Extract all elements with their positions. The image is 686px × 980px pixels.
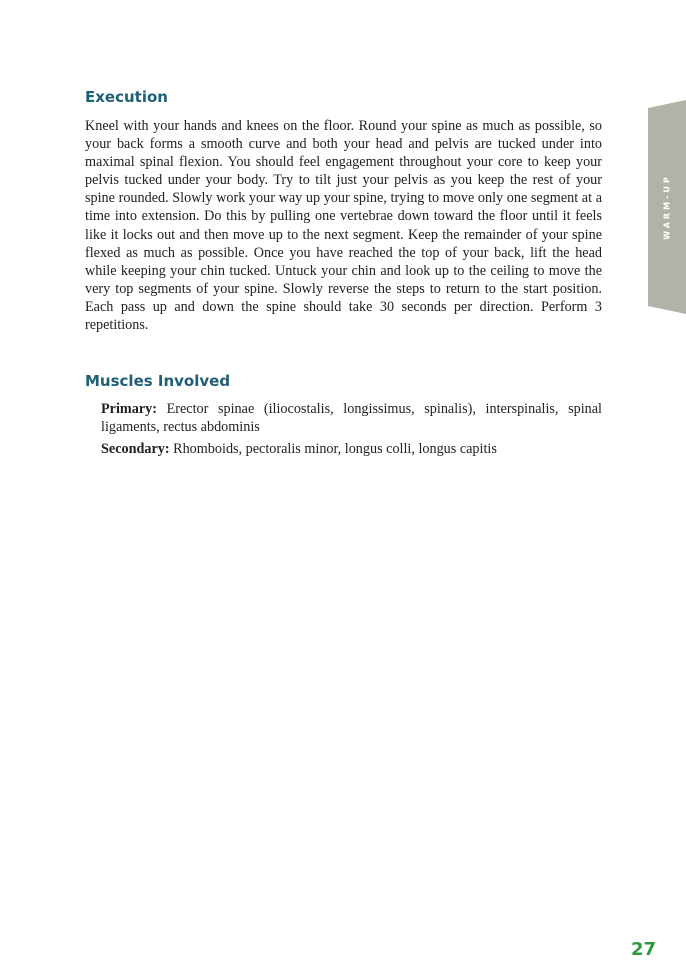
muscles-involved-heading: Muscles Involved — [85, 372, 231, 390]
execution-heading: Execution — [85, 88, 168, 106]
execution-paragraph: Kneel with your hands and knees on the floor. Round your spine as much as possible, so your back forms a smooth curve and both your head and pelvis are tucked under into maximal spinal flexion. You should feel engagement throughout your core to keep your pelvis tucked under your body. Try to tilt just your pelvis as you keep the rest of your spine rounded. Slowly work your way up your spine, trying to move only one segment at a time into extension. Do this by pulling one vertebrae down toward the floor until it feels like it locks out and then move up to the next segment. Keep the remainder of your spine flexed as much as possible. Once you have reached the top of your back, lift the head while keeping your chin tucked. Untuck your chin and look up to the ceiling to move the very top segments of your spine. Slowly reverse the steps to return to the start position. Each pass up and down the spine should take 30 seconds per direction. Perform 3 repetitions. — [85, 118, 602, 334]
secondary-muscles — [101, 440, 602, 458]
secondary-muscles-label: Secondary: — [101, 441, 170, 457]
chapter-side-tab-label: WARM-UP — [662, 174, 672, 240]
secondary-muscles-text: Rhomboids, pectoralis minor, longus colli, longus capitis — [173, 441, 497, 457]
primary-muscles — [101, 400, 602, 436]
primary-muscles-label: Primary: — [101, 401, 157, 417]
page-number: 27 — [630, 939, 656, 960]
primary-muscles-text: Erector spinae (iliocostalis, longissimus, spinalis), interspinalis, spinal ligaments, rectus abdominis — [101, 401, 602, 436]
